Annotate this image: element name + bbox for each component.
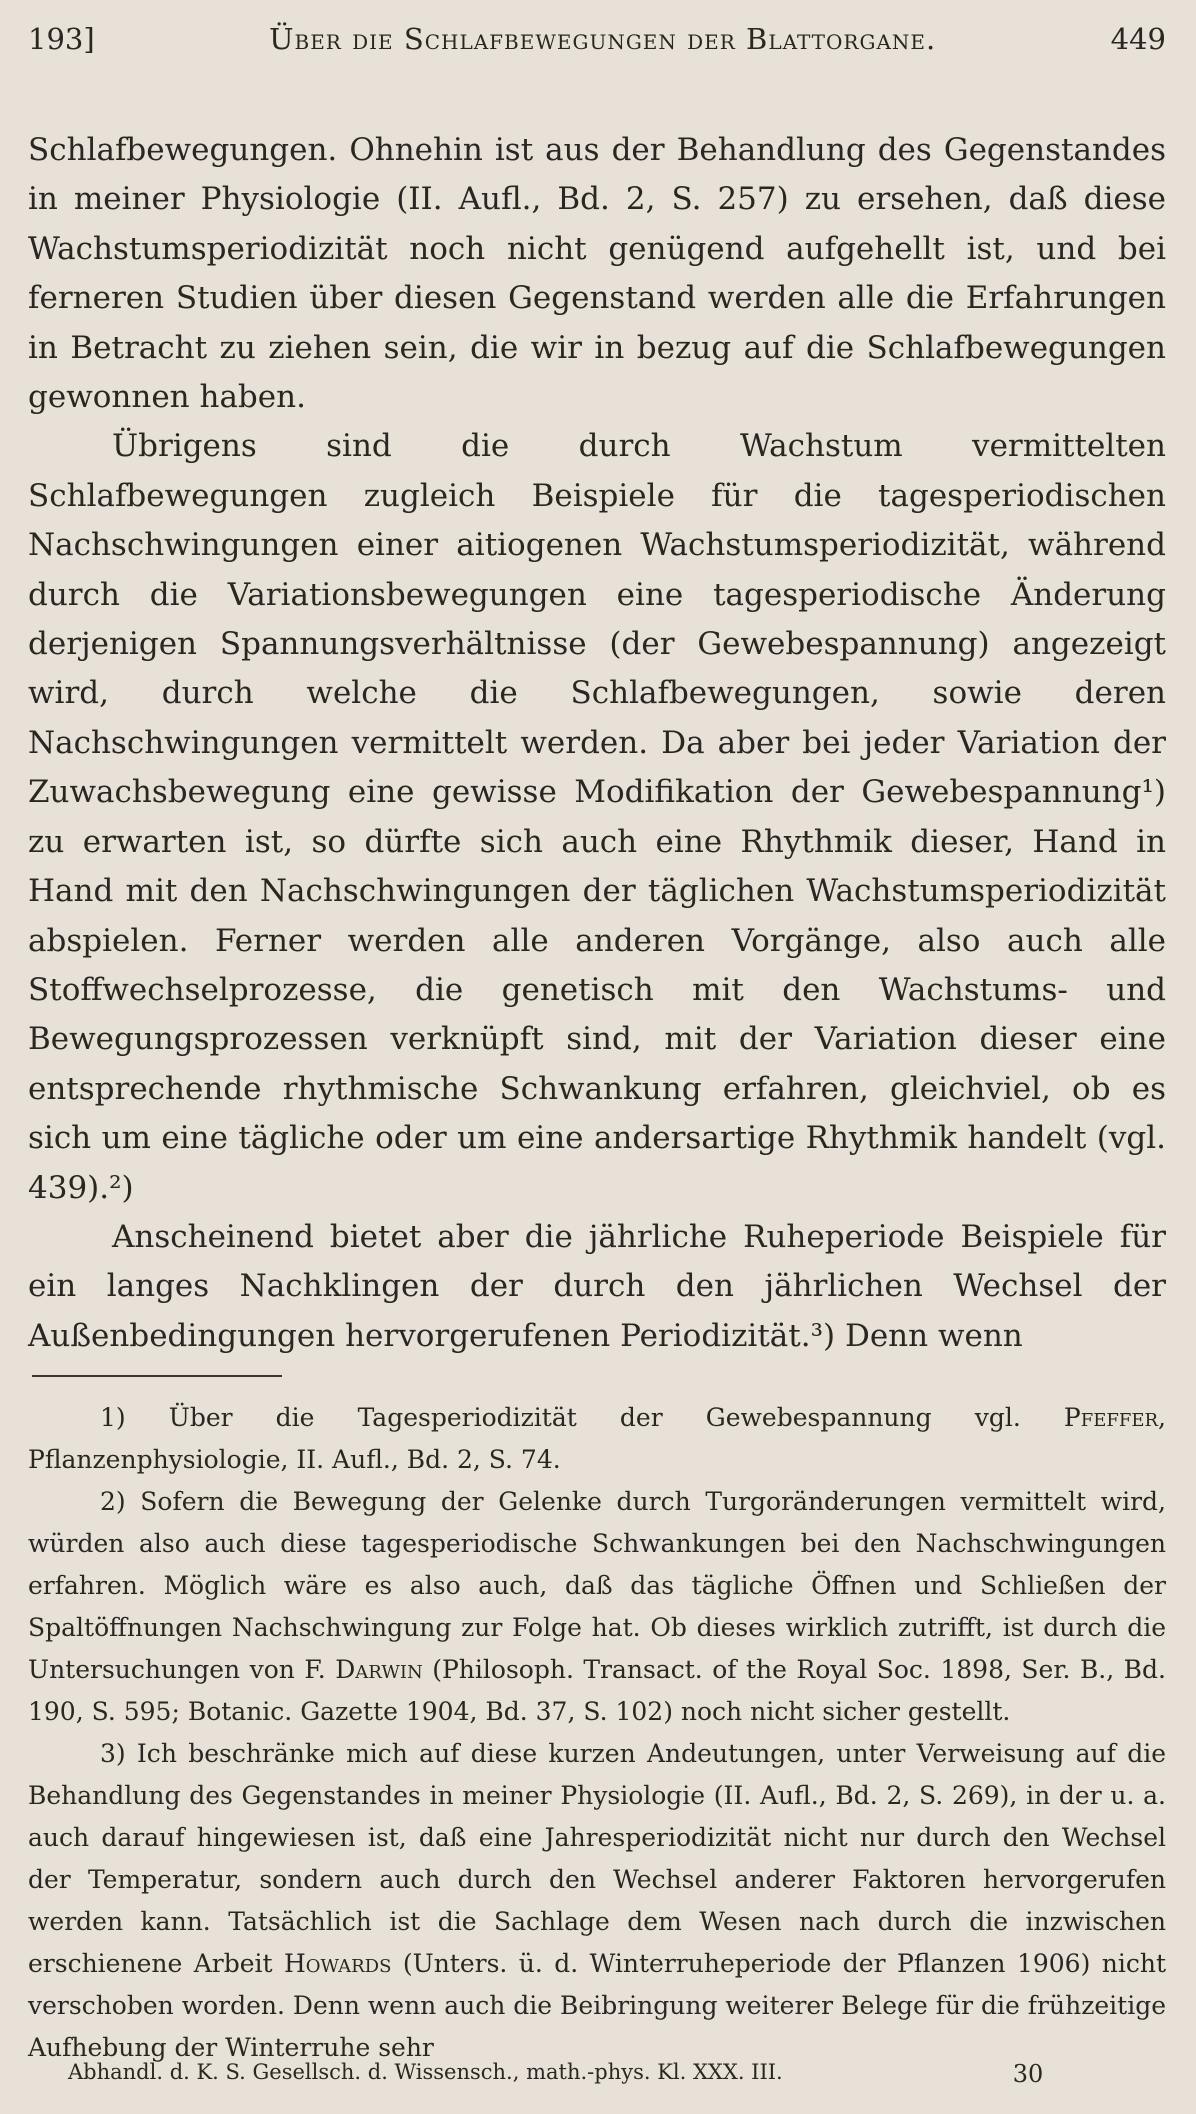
paragraph-1: Schlafbewegungen. Ohnehin ist aus der Behandlung des Gegenstandes in meiner Physiologie (II. Aufl., Bd. 2, S. 257) zu ersehen, daß diese Wachstumsperiodizität noch nicht genügend aufgehellt ist, und bei ferneren Studien über diesen Gegenstand werden alle die Erfahrungen in Betracht zu ziehen sein, die wir in bezug auf die Schlafbewegungen gewonnen haben. <box>28 132 1166 416</box>
running-header <box>28 22 1166 80</box>
running-title: Über die Schlafbewegungen der Blattorgane. <box>269 22 937 56</box>
footnote-2: 2) Sofern die Bewegung der Gelenke durch Turgoränderungen vermittelt wird, würden also auch diese tagesperiodische Schwankungen bei den Nachschwingungen erfahren. Möglich wäre es also auch, daß das tägliche Öffnen und Schließen der Spaltöffnungen Nachschwingung zur Folge hat. Ob dieses wirklich zutrifft, ist durch die Untersuchungen von F. Darwin (Philosoph. Transact. of the Royal Soc. 1898, Ser. B., Bd. 190, S. 595; Botanic. Gazette 1904, Bd. 37, S. 102) noch nicht sicher gestellt. <box>28 1487 1166 1727</box>
paragraph-3: Anscheinend bietet aber die jährliche Ruheperiode Beispiele für ein langes Nachklingen der durch den jährlichen Wechsel der Außenbedingungen hervorgerufenen Periodizität.³) Denn wenn <box>28 1218 1166 1354</box>
journal-reference: Abhandl. d. K. S. Gesellsch. d. Wissensch., math.-phys. Kl. XXX. III. <box>68 2060 783 2084</box>
page-number: 449 <box>1110 22 1166 56</box>
author-name: Pfeffer <box>1063 1403 1159 1433</box>
section-number: 193] <box>28 22 95 56</box>
footnotes <box>28 1397 1166 2069</box>
page-footer <box>68 2060 1166 2088</box>
main-text <box>28 126 1166 1361</box>
footnote-3: 3) Ich beschränke mich auf diese kurzen Andeutungen, unter Verweisung auf die Behandlung des Gegenstandes in meiner Physiologie (II. Aufl., Bd. 2, S. 269), in der u. a. auch darauf hingewiesen ist, daß eine Jahresperiodizität nicht nur durch den Wechsel der Temperatur, sondern auch durch den Wechsel anderer Faktoren hervorgerufen werden kann. Tatsächlich ist die Sachlage dem Wesen nach durch die inzwischen erschienene Arbeit Howards (Unters. ü. d. Winterruheperiode der Pflanzen 1906) nicht verschoben worden. Denn wenn auch die Beibringung weiterer Belege für die frühzeitige Aufhebung der Winterruhe sehr <box>28 1739 1166 2063</box>
author-name: Howards <box>283 1949 392 1979</box>
sheet-signature: 30 <box>1012 2060 1044 2088</box>
footnote-divider <box>32 1375 282 1377</box>
author-name: Darwin <box>335 1655 423 1685</box>
paragraph-2: Übrigens sind die durch Wachstum vermittelten Schlafbewegungen zugleich Beispiele für die tagesperiodischen Nachschwingungen einer aitiogenen Wachstumsperiodizität, während durch die Variationsbewegungen eine tagesperiodische Änderung derjenigen Spannungsverhältnisse (der Gewebespannung) angezeigt wird, durch welche die Schlafbewegungen, sowie deren Nachschwingungen vermittelt werden. Da aber bei jeder Variation der Zuwachsbewegung eine gewisse Modifikation der Gewebespannung¹) zu erwarten ist, so dürfte sich auch eine Rhythmik dieser, Hand in Hand mit den Nachschwingungen der täglichen Wachstumsperiodizität abspielen. Ferner werden alle anderen Vorgänge, also auch alle Stoffwechselprozesse, die genetisch mit den Wachstums- und Bewegungsprozessen verknüpft sind, mit der Variation dieser eine entsprechende rhythmische Schwankung erfahren, gleichviel, ob es sich um eine tägliche oder um eine andersartige Rhythmik handelt (vgl. 439).²) <box>28 428 1166 1206</box>
footnote-1: 1) Über die Tagesperiodizität der Gewebespannung vgl. Pfeffer, Pflanzenphysiologie, II. Aufl., Bd. 2, S. 74. <box>28 1403 1166 1475</box>
